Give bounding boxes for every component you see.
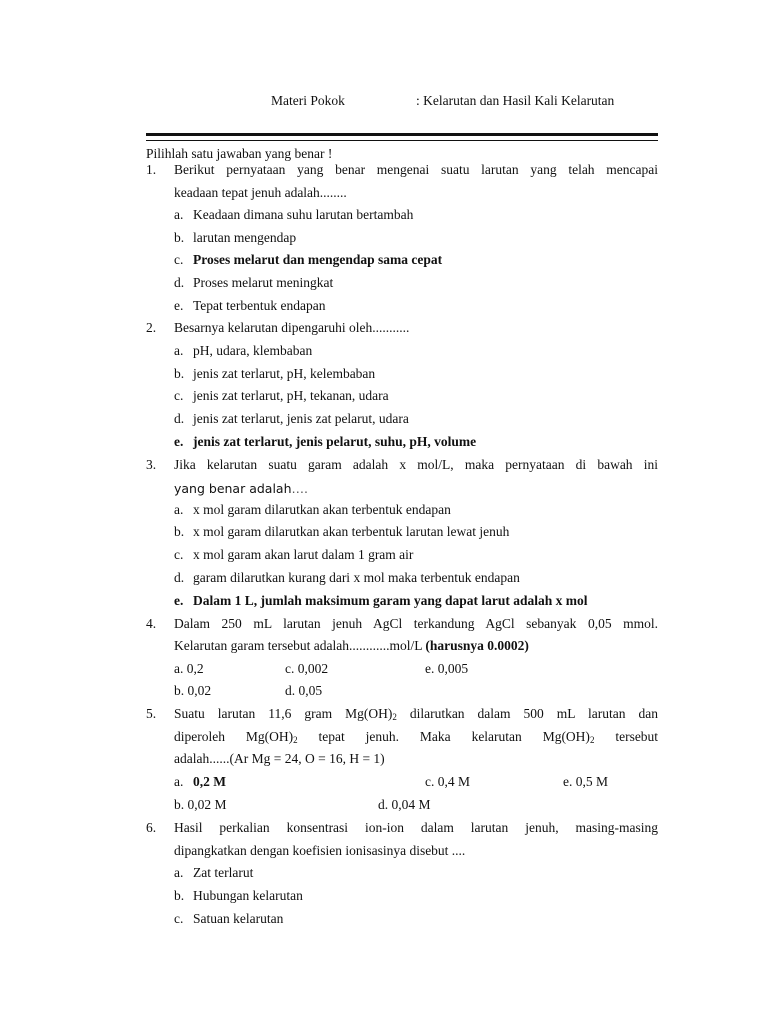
option-d: d. 0,05 [285,683,323,698]
option-b: b. 0,02 M [174,797,227,812]
option-a: a. x mol garam dilarutkan akan terbentuk endapan [174,502,451,517]
question-number: 2. [146,320,157,335]
option-e-answer: e. Dalam 1 L, jumlah maksimum garam yang dapat larut adalah x mol [174,593,588,608]
option-a: a. pH, udara, klembaban [174,343,313,358]
option-c: c. jenis zat terlarut, pH, tekanan, udara [174,388,389,403]
option-d: d. 0,04 M [378,797,431,812]
option-a: a. 0,2 [174,661,204,676]
option-c: c. 0,4 M [425,774,470,789]
option-c: c. Satuan kelarutan [174,911,284,926]
question-text-line: dipangkatkan dengan koefisien ionisasinya disebut .... [174,843,466,858]
option-e-answer: e. jenis zat terlarut, jenis pelarut, suhu, pH, volume [174,434,477,449]
header-rule-thick [146,133,658,136]
question-number: 5. [146,706,157,721]
question-text-line: Besarnya kelarutan dipengaruhi oleh........... [174,320,410,335]
option-d: d. jenis zat terlarut, jenis zat pelarut, udara [174,411,409,426]
header-value: : Kelarutan dan Hasil Kali Kelarutan [416,93,615,108]
question-text-line: Jika kelarutan suatu garam adalah x mol/L, maka pernyataan di bawah ini [174,457,658,472]
question-text-line: keadaan tepat jenuh adalah........ [174,185,347,200]
question-text-line: adalah......(Ar Mg = 24, O = 16, H = 1) [174,751,385,766]
option-c-answer: c. Proses melarut dan mengendap sama cepat [174,252,443,267]
answer-note: (harusnya 0.0002) [425,638,529,653]
question-text-line: Dalam 250 mL larutan jenuh AgCl terkandung AgCl sebanyak 0,05 mmol. [174,616,658,631]
header-rule-thin [146,140,658,141]
option-c: c. 0,002 [285,661,329,676]
option-e: e. Tepat terbentuk endapan [174,298,326,313]
option-e: e. 0,005 [425,661,469,676]
question-number: 4. [146,616,157,631]
question-text-line: Hasil perkalian konsentrasi ion-ion dalam larutan jenuh, masing-masing [174,820,658,835]
option-c: c. x mol garam akan larut dalam 1 gram air [174,547,414,562]
header-label: Materi Pokok [271,93,345,108]
question-text-line: Kelarutan garam tersebut adalah............mol/L (harusnya 0.0002) [174,638,529,653]
question-text-line: yang benar adalah…. [174,481,309,496]
option-a: a. Keadaan dimana suhu larutan bertambah [174,207,414,222]
question-number: 6. [146,820,157,835]
option-b: b. larutan mengendap [174,230,297,245]
instruction: Pilihlah satu jawaban yang benar ! [146,146,333,161]
option-a-answer: a. 0,2 M [174,774,226,789]
option-b: b. x mol garam dilarutkan akan terbentuk larutan lewat jenuh [174,524,510,539]
option-b: b. Hubungan kelarutan [174,888,303,903]
question-text-line: Suatu larutan 11,6 gram $Mg(OH)_2$ dilarutkan dalam 500 mL larutan dan [174,706,658,722]
option-a: a. Zat terlarut [174,865,254,880]
option-d: d. garam dilarutkan kurang dari x mol maka terbentuk endapan [174,570,520,585]
option-b: b. jenis zat terlarut, pH, kelembaban [174,366,376,381]
option-e: e. 0,5 M [563,774,608,789]
option-d: d. Proses melarut meningkat [174,275,334,290]
question-number: 1. [146,162,157,177]
question-text-line: Berikut pernyataan yang benar mengenai suatu larutan yang telah mencapai [174,162,658,177]
question-text-line: diperoleh $Mg(OH)_2$ tepat jenuh. Maka kelarutan $Mg(OH)_2$ tersebut [174,729,659,745]
option-b: b. 0,02 [174,683,212,698]
question-number: 3. [146,457,157,472]
